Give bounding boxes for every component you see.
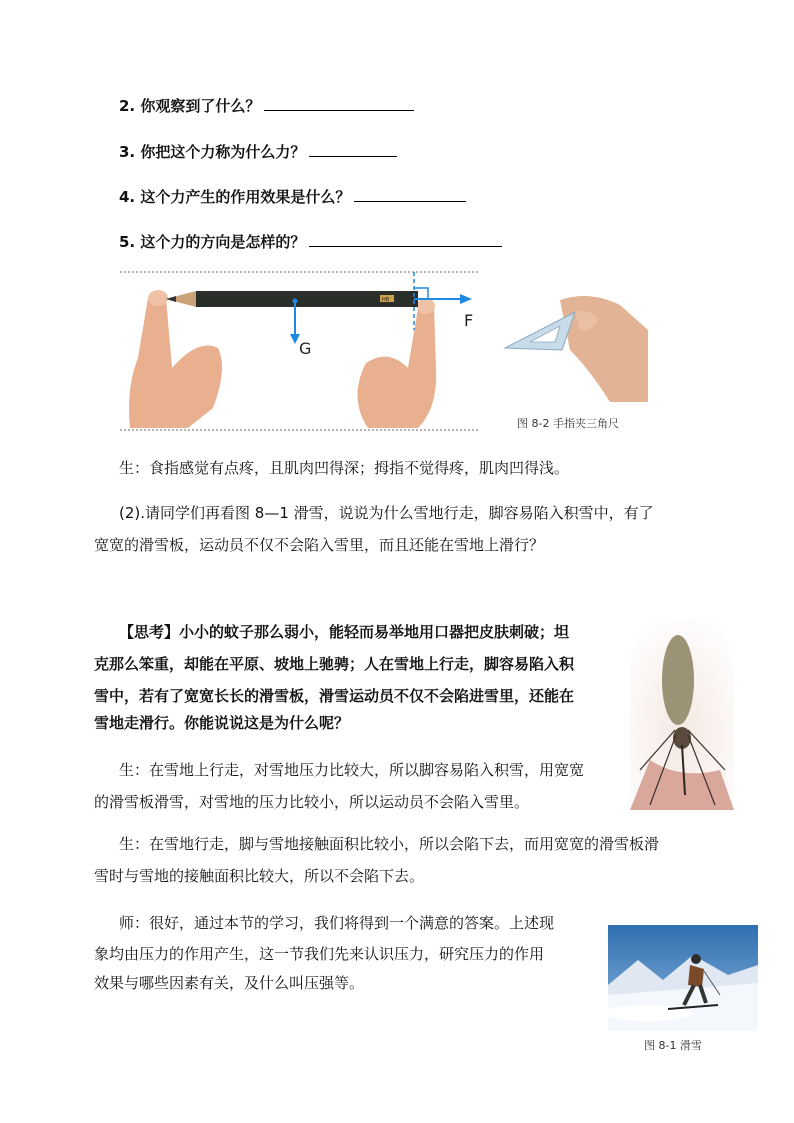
question-4 (119, 187, 466, 207)
question-2 (119, 96, 414, 116)
prompt-2-line2: 宽宽的滑雪板，运动员不仅不会陷入雪里，而且还能在雪地上滑行？ (94, 536, 545, 554)
student-answer-2-line2: 的滑雪板滑雪，对雪地的压力比较小，所以运动员不会陷入雪里。 (94, 793, 530, 811)
answer-blank-2[interactable] (264, 96, 414, 111)
answer-blank-4[interactable] (354, 187, 466, 202)
pencil-image (166, 291, 418, 307)
student-answer-1: 生：食指感觉有点疼，且肌肉凹得深；拇指不觉得疼，肌肉凹得浅。 (119, 459, 570, 477)
skiing-image (608, 925, 758, 1031)
question-3-text: 3. 你把这个力称为什么力？ (119, 143, 306, 161)
think-line4: 雪地走滑行。你能说说这是为什么呢？ (94, 714, 350, 732)
force-f-label: F (464, 311, 474, 330)
prompt-2-line1: (2).请同学们再看图 8—1 滑雪，说说为什么雪地行走，脚容易陷入积雪中，有了 (119, 504, 654, 522)
question-3 (119, 142, 397, 162)
answer-blank-5[interactable] (309, 232, 502, 247)
left-hand-image (129, 290, 222, 428)
force-f-arrow-head (460, 294, 472, 304)
think-line3: 雪中，若有了宽宽长长的滑雪板，滑雪运动员不仅不会陷进雪里，还能在 (94, 687, 575, 705)
ruler-fingers-figure (500, 290, 648, 402)
student-answer-3-line1: 生：在雪地行走，脚与雪地接触面积比较小，所以会陷下去，而用宽宽的滑雪板滑 (119, 835, 660, 853)
question-5-text: 5. 这个力的方向是怎样的？ (119, 233, 306, 251)
student-answer-3-line2: 雪时与雪地的接触面积比较大，所以不会陷下去。 (94, 867, 425, 885)
right-hand-image (357, 298, 436, 428)
pencil-fingers-figure (118, 268, 486, 434)
question-2-text: 2. 你观察到了什么？ (119, 97, 261, 115)
teacher-line2: 象均由压力的作用产生，这一节我们先来认识压力，研究压力的作用 (94, 945, 545, 963)
question-5 (119, 232, 502, 252)
think-line1: 【思考】小小的蚊子那么弱小，能轻而易举地用口器把皮肤刺破；坦 (119, 623, 570, 641)
gravity-label: G (299, 339, 312, 358)
pencil-mark: HB (382, 297, 390, 303)
answer-blank-3[interactable] (309, 142, 397, 157)
question-4-text: 4. 这个力产生的作用效果是什么？ (119, 188, 351, 206)
teacher-line3: 效果与哪些因素有关，及什么叫压强等。 (94, 974, 365, 992)
ruler-figure-caption: 图 8-2 手指夹三角尺 (517, 417, 619, 430)
teacher-line1: 师：很好，通过本节的学习，我们将得到一个满意的答案。上述现 (119, 914, 555, 932)
student-answer-2-line1: 生：在雪地上行走，对雪地压力比较大，所以脚容易陷入积雪，用宽宽 (119, 761, 585, 779)
ski-figure-caption: 图 8-1 滑雪 (644, 1039, 702, 1052)
think-line2: 克那么笨重，却能在平原、坡地上驰骋；人在雪地上行走，脚容易陷入积 (94, 655, 575, 673)
mosquito-image (630, 620, 734, 810)
